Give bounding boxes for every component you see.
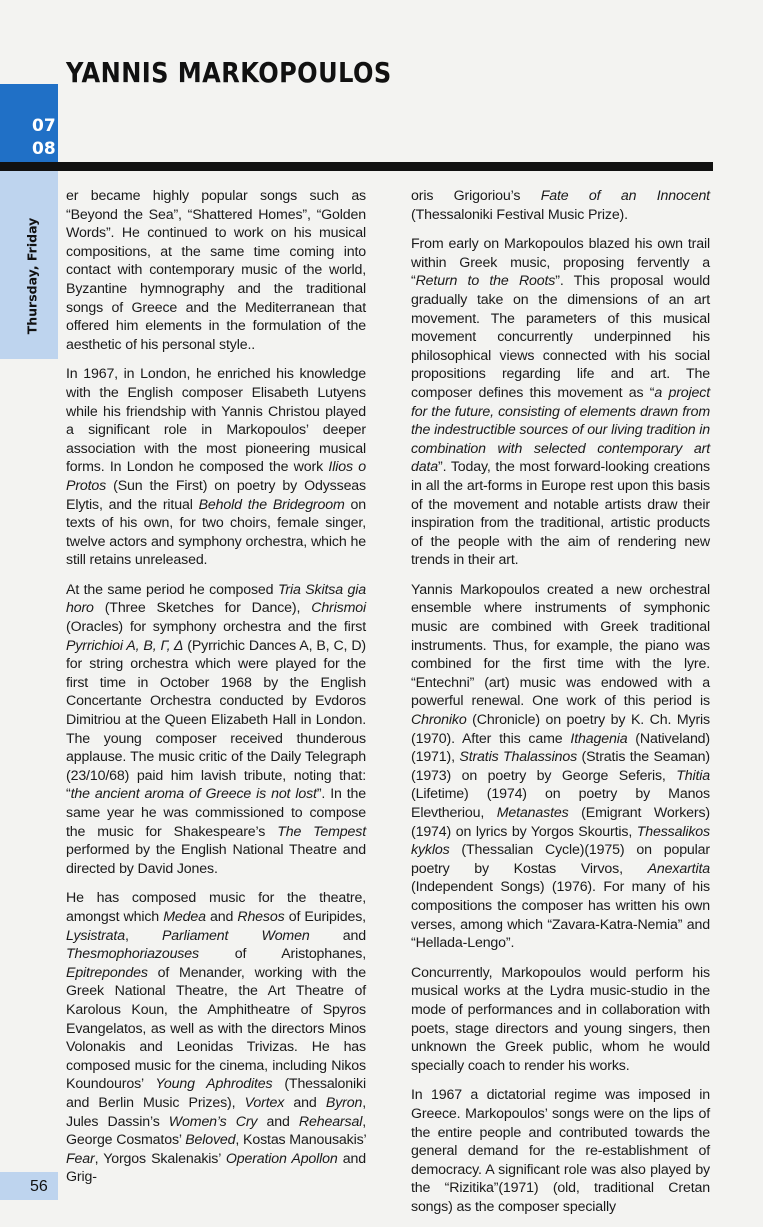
paragraph: Yannis Markopoulos created a new orchestral ensemble where instruments of symphonic music are combined with Greek traditional instruments. Thus, for example, the piano was combined for the first time with the lyre. “Entechni” (art) music was endowed with a powerful renewal. One work of this period is Chroniko (Chronicle) on poetry by K. Ch. Myris (1970). After this came Ithagenia (Nativeland)(1971), Stratis Thalassinos (Stratis the Seaman) (1973) on poetry by George Seferis, Thitia (Lifetime) (1974) on poetry by Manos Elevtheriou, Metanastes (Emigrant Workers) (1974) on lyrics by Yorgos Skourtis, Thessalikos kyklos (Thessalian Cycle)(1975) on popular poetry by Kostas Virvos, Anexartita (Independent Songs) (1976). For many of his compositions the composer has written his own verses, among which “Zavara-Katra-Nemia” and “Hellada-Lengo”.: [411, 581, 710, 952]
paragraph: In 1967, in London, he enriched his knowledge with the English composer Elisabeth Lutyens while his friendship with Yannis Christou played a significant role in Markopoulos’ deeper association with the most pioneering musical forms. In London he composed the work Ilios o Protos (Sun the First) on poetry by Odysseas Elytis, and the ritual Behold the Bridegroom on texts of his own, for two choirs, female singer, twelve actors and symphony orchestra, which he still retains unreleased.: [66, 366, 366, 569]
paragraph: From early on Markopoulos blazed his own trail within Greek music, proposing fervently a “Return to the Roots”. This proposal would gradually take on the dimensions of an art movement. The parameters of this musical movement concurrently underpinned his philosophical views connected with his social propositions regarding life and art. The composer defines this movement as “a project for the future, consisting of elements drawn from the indestructible sources of our living tradition in combination with selected contemporary art data”. Today, the most forward-looking creations in all the art-forms in Europe rest upon this basis of the movement and notable artists draw their inspiration from the traditional, artistic products of the people with the aim of rendering new trends in their art.: [411, 236, 710, 569]
paragraph: Concurrently, Markopoulos would perform his musical works at the Lydra music-studio in the mode of performances and in collaboration with poets, stage directors and young singers, then unknown the Greek public, whom he would specially coach to render his works.: [411, 964, 710, 1074]
paragraph: er became highly popular songs such as “Beyond the Sea”, “Shattered Homes”, “Golden Words”. He continued to work on his musical compositions, at the same time coming into contact with contemporary music of the world, Byzantine hymnography and the traditional songs of Greece and the Mediterranean that offered him elements in the formulation of the aesthetic of his personal style..: [66, 188, 366, 353]
date-day: 07: [32, 116, 56, 136]
page-number-box: [0, 1172, 58, 1200]
date-month: 08: [32, 139, 56, 159]
weekday-label: Thursday, Friday: [24, 217, 40, 335]
left-column: [66, 187, 366, 1198]
date-tab: [0, 84, 58, 162]
page-title: YANNIS MARKOPOULOS: [66, 56, 392, 89]
paragraph: He has composed music for the theatre, amongst which Medea and Rhesos of Euripides, Lysistrata, Parliament Women and Thesmophoriazouses of Aristophanes, Epitrepondes of Menander, working with the Greek National Theatre, the Art Theatre of Karolous Koun, the Amphitheatre of Spyros Evangelatos, as well as with the directors Minos Volonakis and Leonidas Trivizas. He has composed music for the cinema, including Nikos Koundouros’ Young Aphrodites (Thessaloniki and Berlin Music Prizes), Vortex and Byron, Jules Dassin’s Women’s Cry and Rehearsal, George Cosmatos’ Beloved, Kostas Manousakis’ Fear, Yorgos Skalenakis’ Operation Apollon and Grig-: [66, 890, 367, 1186]
header-rule: [0, 162, 713, 171]
right-column: [411, 187, 710, 1227]
paragraph: oris Grigoriou’s Fate of an Innocent (Thessaloniki Festival Music Prize).: [411, 188, 710, 223]
page-number: 56: [30, 1178, 48, 1195]
paragraph: At the same period he composed Tria Skitsa gia horo (Three Sketches for Dance), Chrismoi (Oracles) for symphony orchestra and the first Pyrrichioi A, B, Γ, Δ (Pyrrichic Dances A, B, C, D) for string orchestra which were played for the first time in October 1968 by the English Concertante Orchestra conducted by Evdoros Dimitriou at the Queen Elizabeth Hall in London. The young composer received thunderous applause. The music critic of the Daily Telegraph (23/10/68) paid him lavish tribute, noting that: “the ancient aroma of Greece is not lost”. In the same year he was commissioned to compose the music for Shakespeare’s The Tempest performed by the English National Theatre and directed by David Jones.: [66, 581, 366, 877]
paragraph: In 1967 a dictatorial regime was imposed in Greece. Markopoulos’ songs were on the lips of the entire people and contributed towards the general demand for the re-establishment of democracy. A significant role was also played by the “Rizitika”(1971) (old, traditional Cretan songs) as the composer specially: [411, 1087, 710, 1215]
